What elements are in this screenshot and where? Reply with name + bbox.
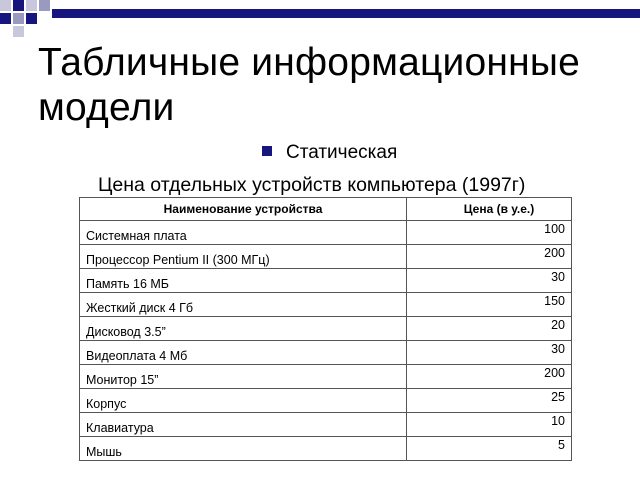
- deco-square-icon: [0, 13, 11, 24]
- bullet-text: Статическая: [286, 142, 398, 163]
- deco-square-icon: [0, 0, 11, 11]
- table-row: [80, 341, 572, 365]
- table-header-row: [80, 198, 572, 221]
- price-cell: 20: [407, 317, 572, 341]
- table-row: [80, 245, 572, 269]
- deco-square-icon: [26, 0, 37, 11]
- device-name-cell: Процессор Pentium II (300 МГц): [80, 245, 407, 269]
- table-row: [80, 437, 572, 461]
- header-bar: [52, 9, 640, 18]
- price-cell: 100: [407, 221, 572, 245]
- device-name-cell: Жесткий диск 4 Гб: [80, 293, 407, 317]
- table-row: [80, 317, 572, 341]
- device-name-cell: Монитор 15”: [80, 365, 407, 389]
- table-row: [80, 221, 572, 245]
- decorative-squares: [0, 0, 60, 30]
- deco-square-icon: [13, 13, 24, 24]
- price-cell: 200: [407, 365, 572, 389]
- column-header-device: Наименование устройства: [80, 198, 407, 221]
- deco-square-icon: [13, 26, 24, 37]
- device-name-cell: Видеоплата 4 Мб: [80, 341, 407, 365]
- price-cell: 10: [407, 413, 572, 437]
- price-cell: 30: [407, 341, 572, 365]
- square-bullet-icon: [262, 146, 272, 156]
- price-cell: 150: [407, 293, 572, 317]
- device-name-cell: Дисковод 3.5”: [80, 317, 407, 341]
- table-row: [80, 365, 572, 389]
- price-cell: 5: [407, 437, 572, 461]
- device-name-cell: Клавиатура: [80, 413, 407, 437]
- price-cell: 30: [407, 269, 572, 293]
- table-row: [80, 293, 572, 317]
- price-table-container: [79, 197, 571, 459]
- device-name-cell: Корпус: [80, 389, 407, 413]
- table-row: [80, 269, 572, 293]
- device-name-cell: Системная плата: [80, 221, 407, 245]
- price-cell: 25: [407, 389, 572, 413]
- deco-square-icon: [13, 0, 24, 11]
- deco-square-icon: [39, 0, 50, 11]
- deco-square-icon: [26, 13, 37, 24]
- table-row: [80, 389, 572, 413]
- slide-title: Табличные информационные модели: [38, 41, 581, 129]
- price-table: [79, 197, 572, 461]
- device-name-cell: Мышь: [80, 437, 407, 461]
- device-name-cell: Память 16 МБ: [80, 269, 407, 293]
- bullet-item: [262, 142, 397, 164]
- price-cell: 200: [407, 245, 572, 269]
- table-row: [80, 413, 572, 437]
- column-header-price: Цена (в у.е.): [407, 198, 572, 221]
- table-caption: Цена отдельных устройств компьютера (1997г): [98, 174, 526, 196]
